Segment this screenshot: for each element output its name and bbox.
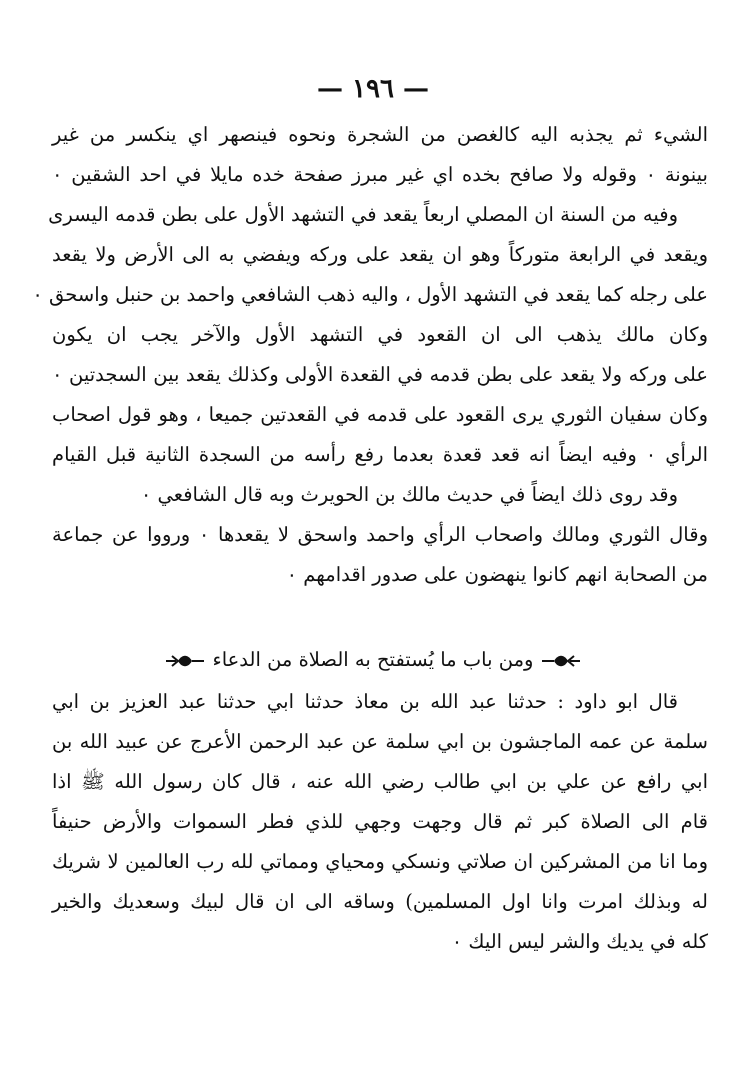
ornament-right-icon	[540, 652, 584, 670]
text-line: وما انا من المشركين ان صلاتي ونسكي ومحياي ومماتي لله رب العالمين لا شريك	[52, 850, 708, 873]
text-line: من الصحابة انهم كانوا ينهضون على صدور اقدامهم ٠	[286, 563, 708, 586]
text-line: سلمة عن عمه الماجشون بن ابي سلمة عن عبد الرحمن الأعرج عن عبيد الله بن	[52, 730, 708, 753]
text-line: الشيء ثم يجذبه اليه كالغصن من الشجرة ونحوه فينصهر اي ينكسر من غير	[52, 123, 708, 146]
text-line: له وبذلك امرت وانا اول المسلمين) وساقه الى ان قال لبيك وسعديك والخير	[52, 890, 708, 913]
text-line: قال ابو داود : حدثنا عبد الله بن معاذ حدثنا ابي حدثنا عبد العزيز بن ابي	[52, 690, 678, 713]
text-line: الرأي ٠ وفيه ايضاً انه قعد قعدة بعدما رفع رأسه من السجدة الثانية قبل القيام	[52, 443, 708, 466]
section-heading-text: ومن باب ما يُستفتح به الصلاة من الدعاء	[212, 648, 534, 671]
text-line: على وركه ولا يقعد على بطن قدمه في القعدة الأولى وكذلك يقعد بين السجدتين ٠	[52, 363, 708, 386]
page-number: — ١٩٦ —	[316, 74, 430, 104]
text-line: ابي رافع عن علي بن ابي طالب رضي الله عنه ، قال كان رسول الله ﷺ اذا	[52, 770, 708, 793]
text-line: وكان سفيان الثوري يرى القعود على قدمه في القعدتين جميعا ، وهو قول اصحاب	[52, 403, 708, 426]
text-line: قام الى الصلاة كبر ثم قال وجهت وجهي للذي فطر السموات والأرض حنيفاً	[52, 810, 708, 833]
text-line: وقد روى ذلك ايضاً في حديث مالك بن الحويرث وبه قال الشافعي ٠	[140, 483, 678, 506]
paragraph-block-hadith	[52, 682, 708, 972]
text-line: وكان مالك يذهب الى ان القعود في التشهد الأول والآخر يجب ان يكون	[52, 323, 708, 346]
text-line: وقال الثوري ومالك واصحاب الرأي واحمد واسحق لا يقعدها ٠ ورووا عن جماعة	[52, 523, 708, 546]
text-line: كله في يديك والشر ليس اليك ٠	[451, 930, 708, 953]
text-line: ويقعد في الرابعة متوركاً وهو ان يقعد على وركه ويفضي به الى الأرض ولا يقعد	[52, 243, 708, 266]
text-line: على رجله كما يقعد في التشهد الأول ، واليه ذهب الشافعي واحمد بن حنبل واسحق ٠	[32, 283, 708, 306]
text-line: وفيه من السنة ان المصلي اربعاً يقعد في التشهد الأول على بطن قدمه اليسرى	[48, 203, 678, 226]
section-heading	[0, 640, 746, 680]
paragraph-block-sitting	[32, 115, 708, 635]
ornament-left-icon	[162, 652, 206, 670]
text-line: بينونة ٠ وقوله ولا صافح بخده اي غير مبرز صفحة خده مايلا في احد الشقين ٠	[52, 163, 708, 186]
